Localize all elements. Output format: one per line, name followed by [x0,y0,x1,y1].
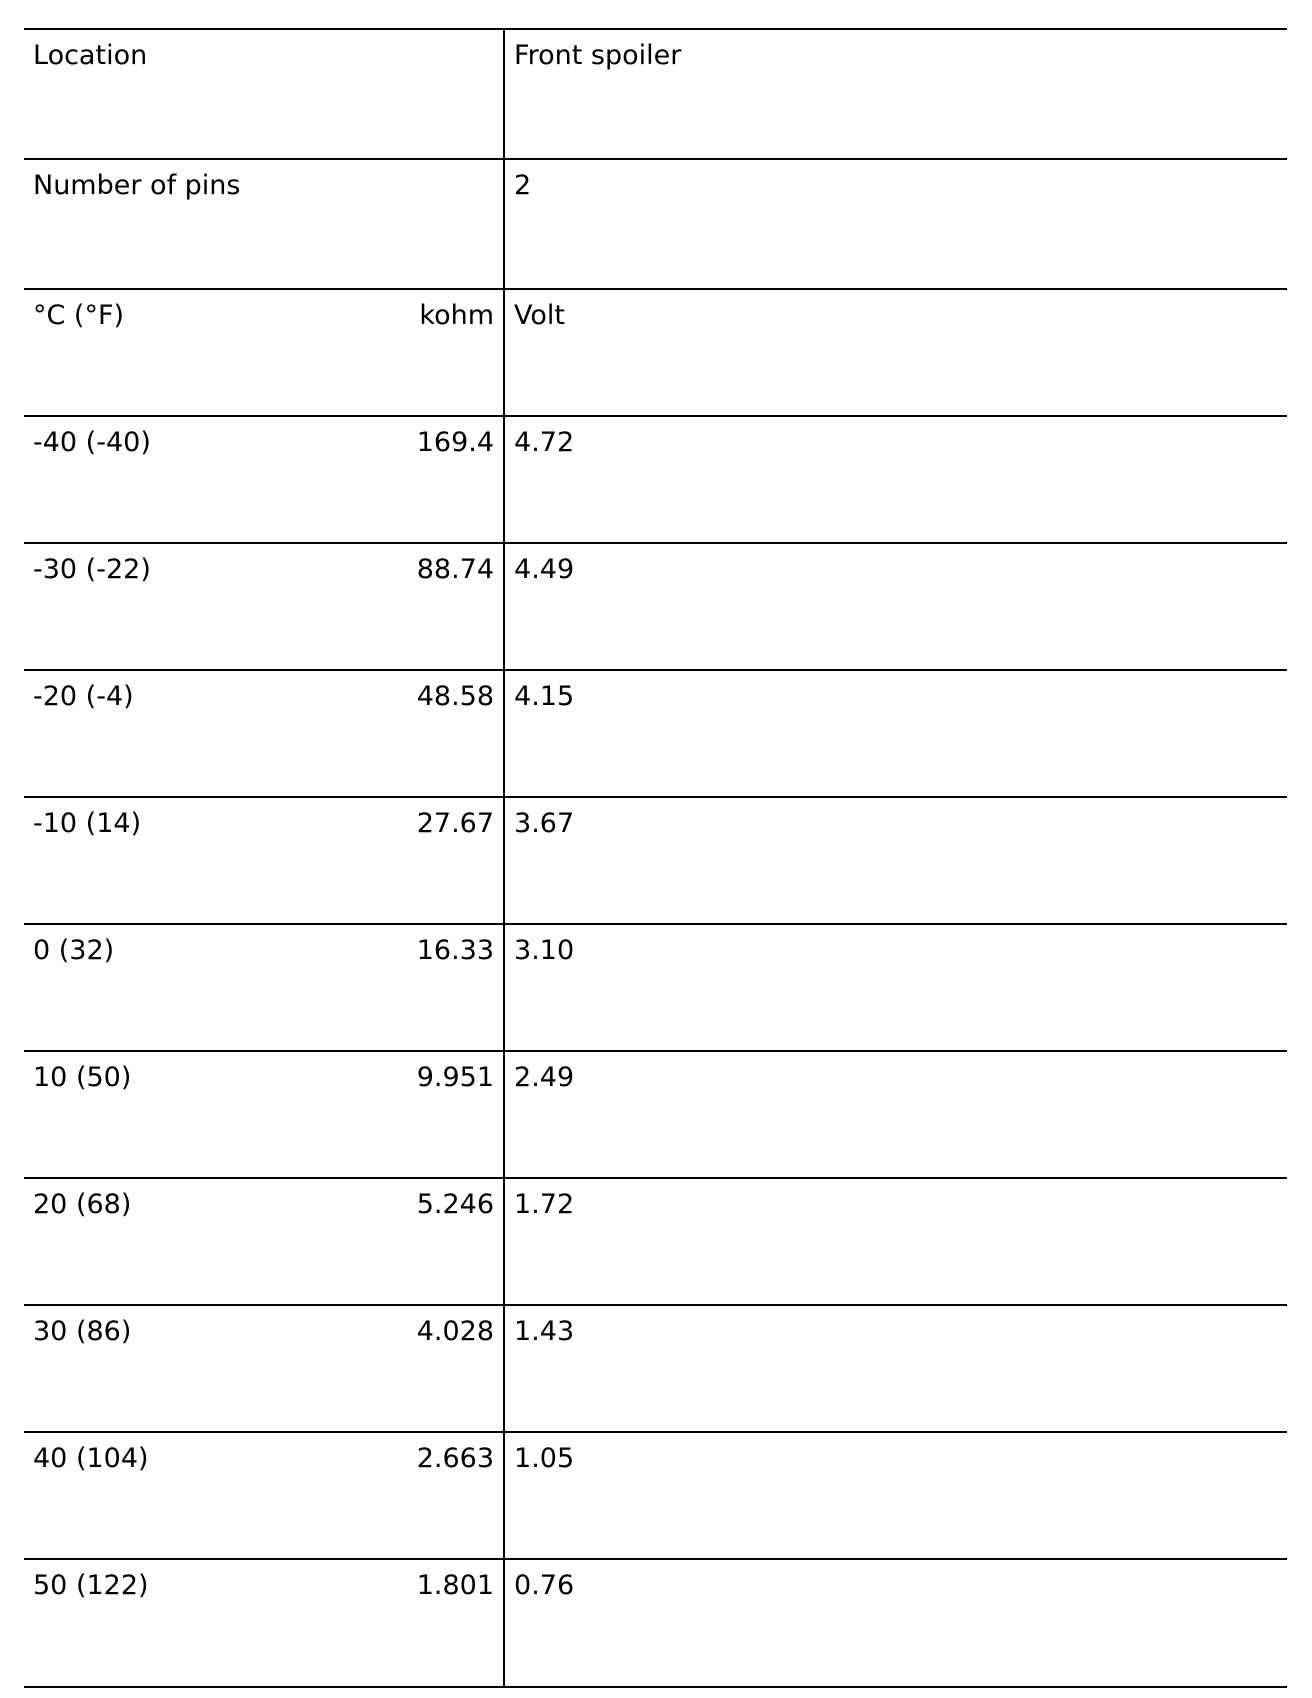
voltage-cell: 4.15 [504,670,1287,797]
voltage-cell: 0.76 [504,1559,1287,1687]
column-header-row [24,289,1287,416]
pins-label: Number of pins [24,159,504,289]
sensor-spec-sheet [24,28,1287,1688]
temperature-column-header: °C (°F) [24,289,264,416]
sensor-spec-table [24,28,1287,1688]
temperature-cell: 10 (50) [24,1051,264,1178]
pins-row [24,159,1287,289]
resistance-cell: 1.801 [264,1559,504,1687]
voltage-cell: 4.49 [504,543,1287,670]
voltage-column-header: Volt [504,289,1287,416]
table-row [24,924,1287,1051]
resistance-cell: 16.33 [264,924,504,1051]
temperature-cell: 40 (104) [24,1432,264,1559]
table-row [24,1305,1287,1432]
temperature-cell: 30 (86) [24,1305,264,1432]
temperature-cell: -40 (-40) [24,416,264,543]
voltage-cell: 1.43 [504,1305,1287,1432]
temperature-cell: -30 (-22) [24,543,264,670]
temperature-cell: 0 (32) [24,924,264,1051]
table-row [24,1178,1287,1305]
table-row [24,543,1287,670]
resistance-cell: 4.028 [264,1305,504,1432]
table-row [24,1432,1287,1559]
temperature-cell: -20 (-4) [24,670,264,797]
resistance-cell: 27.67 [264,797,504,924]
temperature-cell: -10 (14) [24,797,264,924]
table-row [24,1051,1287,1178]
resistance-cell: 169.4 [264,416,504,543]
location-label: Location [24,29,504,159]
resistance-cell: 5.246 [264,1178,504,1305]
location-row [24,29,1287,159]
voltage-cell: 3.10 [504,924,1287,1051]
table-row [24,416,1287,543]
pins-value: 2 [504,159,1287,289]
voltage-cell: 1.05 [504,1432,1287,1559]
resistance-cell: 48.58 [264,670,504,797]
voltage-cell: 1.72 [504,1178,1287,1305]
resistance-cell: 2.663 [264,1432,504,1559]
table-row [24,797,1287,924]
location-value: Front spoiler [504,29,1287,159]
voltage-cell: 3.67 [504,797,1287,924]
voltage-cell: 4.72 [504,416,1287,543]
resistance-cell: 9.951 [264,1051,504,1178]
resistance-column-header: kohm [264,289,504,416]
temperature-cell: 20 (68) [24,1178,264,1305]
temperature-cell: 50 (122) [24,1559,264,1687]
table-row [24,1559,1287,1687]
voltage-cell: 2.49 [504,1051,1287,1178]
resistance-cell: 88.74 [264,543,504,670]
table-row [24,670,1287,797]
